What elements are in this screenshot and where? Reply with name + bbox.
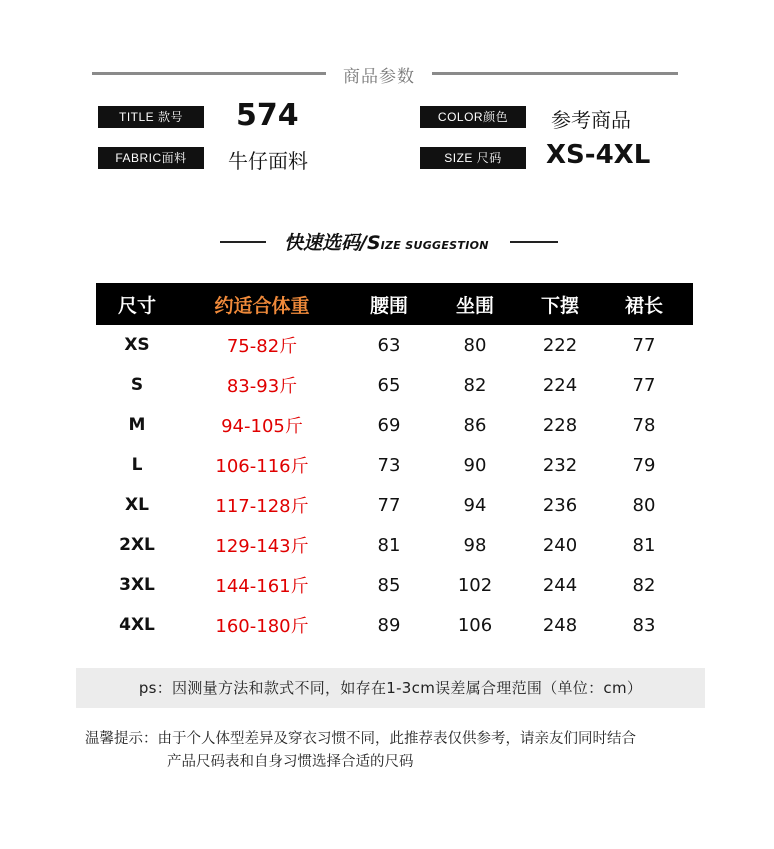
cell-length: 79	[632, 454, 656, 476]
cell-length: 81	[632, 534, 656, 556]
cell-length: 80	[632, 494, 656, 516]
tip-line2: 产品尺码表和自身习惯选择合适的尺码	[167, 754, 414, 770]
cell-size: L	[131, 455, 143, 475]
section-title: 商品参数	[343, 67, 415, 87]
color-label: COLOR颜色	[420, 106, 526, 128]
cell-waist: 81	[377, 534, 401, 556]
size-value: XS-4XL	[546, 140, 651, 170]
cell-waist: 89	[377, 614, 401, 636]
size-label: SIZE 尺码	[420, 147, 526, 169]
table-row	[96, 525, 693, 565]
cell-length: 77	[632, 374, 656, 396]
header-size: 尺寸	[117, 294, 156, 317]
table-row	[96, 405, 693, 445]
ps-note: ps：因测量方法和款式不同，如存在1-3cm误差属合理范围（单位：cm）	[76, 668, 705, 708]
cell-waist: 73	[377, 454, 401, 476]
fabric-value: 牛仔面料	[228, 149, 308, 173]
heading-en-s: S	[366, 232, 381, 254]
title-dash-left	[220, 241, 266, 243]
cell-weight: 106-116斤	[215, 456, 309, 477]
cell-weight: 94-105斤	[221, 416, 303, 437]
cell-hem: 228	[542, 414, 578, 436]
size-suggestion-heading	[284, 228, 489, 255]
cell-size: 3XL	[119, 575, 155, 595]
heading-en-rest: IZE SUGGESTION	[380, 239, 489, 252]
cell-weight: 117-128斤	[215, 496, 309, 517]
tip-line1: 由于个人体型差异及穿衣习惯不同，此推荐表仅供参考，请亲友们同时结合	[157, 731, 636, 747]
tip-label: 温馨提示：	[85, 731, 158, 747]
header-hem: 下摆	[540, 294, 579, 317]
divider-left	[92, 72, 326, 75]
table-row	[96, 605, 693, 645]
table-body	[96, 325, 693, 645]
cell-hip: 80	[463, 334, 487, 356]
cell-size: XL	[125, 495, 149, 515]
cell-size: 4XL	[119, 615, 155, 635]
title-dash-right	[510, 241, 558, 243]
section-header	[92, 60, 678, 88]
table-row	[96, 485, 693, 525]
cell-waist: 65	[377, 374, 401, 396]
cell-length: 77	[632, 334, 656, 356]
cell-weight: 160-180斤	[215, 616, 309, 637]
size-table	[96, 283, 693, 645]
fabric-label: FABRIC面料	[98, 147, 204, 169]
size-suggestion-title	[220, 228, 558, 256]
cell-length: 82	[632, 574, 656, 596]
cell-length: 78	[632, 414, 656, 436]
cell-hip: 102	[457, 574, 493, 596]
color-value: 参考商品	[551, 108, 631, 132]
cell-size: XS	[124, 335, 150, 355]
heading-cn: 快速选码/	[284, 232, 367, 254]
header-hip: 坐围	[455, 294, 494, 317]
header-weight: 约适合体重	[214, 294, 310, 317]
cell-hip: 90	[463, 454, 487, 476]
table-header	[96, 283, 693, 325]
cell-size: M	[128, 415, 146, 435]
table-row	[96, 565, 693, 605]
cell-hip: 82	[463, 374, 487, 396]
cell-hip: 106	[457, 614, 493, 636]
cell-waist: 69	[377, 414, 401, 436]
title-value: 574	[236, 98, 299, 133]
table-row	[96, 365, 693, 405]
cell-weight: 129-143斤	[215, 536, 309, 557]
cell-length: 83	[632, 614, 656, 636]
tip-note	[85, 728, 725, 774]
cell-hem: 222	[542, 334, 578, 356]
cell-waist: 85	[377, 574, 401, 596]
table-row	[96, 325, 693, 365]
cell-hem: 232	[542, 454, 578, 476]
cell-hip: 98	[463, 534, 487, 556]
cell-weight: 83-93斤	[226, 376, 298, 397]
header-waist: 腰围	[369, 294, 408, 317]
cell-size: S	[130, 375, 144, 395]
table-row	[96, 445, 693, 485]
divider-right	[432, 72, 678, 75]
header-length: 裙长	[624, 294, 663, 317]
cell-weight: 75-82斤	[226, 336, 298, 357]
cell-hip: 94	[463, 494, 487, 516]
cell-waist: 77	[377, 494, 401, 516]
cell-weight: 144-161斤	[215, 576, 309, 597]
cell-size: 2XL	[119, 535, 155, 555]
cell-waist: 63	[377, 334, 401, 356]
cell-hem: 244	[542, 574, 578, 596]
cell-hip: 86	[463, 414, 487, 436]
cell-hem: 236	[542, 494, 578, 516]
cell-hem: 240	[542, 534, 578, 556]
cell-hem: 224	[542, 374, 578, 396]
cell-hem: 248	[542, 614, 578, 636]
title-label: TITLE 款号	[98, 106, 204, 128]
